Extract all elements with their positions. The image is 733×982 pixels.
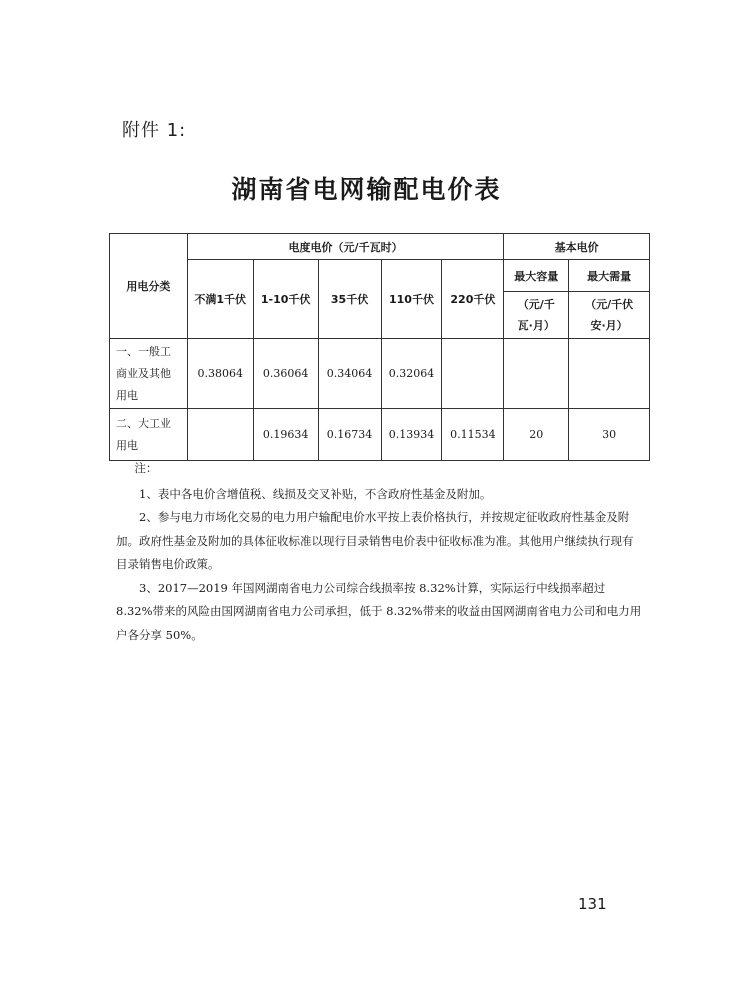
max-demand-header: 最大需量 (569, 260, 650, 292)
page-title: 湖南省电网输配电价表 (231, 175, 502, 204)
category-header: 用电分类 (110, 234, 188, 339)
price-cell: 0.13934 (381, 409, 442, 461)
page-number: 131 (578, 895, 607, 913)
table-row (110, 409, 650, 461)
price-cell (442, 339, 504, 409)
max-demand-unit: （元/千伏 安·月） (569, 292, 650, 339)
table-row (110, 339, 650, 409)
max-capacity-unit: （元/千 瓦·月） (504, 292, 569, 339)
voltage-level-header: 110千伏 (381, 260, 442, 339)
demand-cell (569, 339, 650, 409)
voltage-level-header: 35千伏 (318, 260, 381, 339)
notes-section (116, 457, 644, 647)
voltage-level-header: 220千伏 (442, 260, 504, 339)
category-cell: 二、大工业 用电 (110, 409, 188, 461)
price-cell: 0.11534 (442, 409, 504, 461)
note-item: 1、表中各电价含增值税、线损及交叉补贴，不含政府性基金及附加。 (139, 486, 492, 501)
price-cell: 0.38064 (187, 339, 253, 409)
price-cell (187, 409, 253, 461)
price-cell: 0.16734 (318, 409, 381, 461)
price-cell: 0.34064 (318, 339, 381, 409)
kwh-price-header: 电度电价（元/千瓦时） (187, 234, 504, 260)
price-cell: 0.19634 (253, 409, 318, 461)
demand-cell: 30 (569, 409, 650, 461)
max-capacity-header: 最大容量 (504, 260, 569, 292)
capacity-cell (504, 339, 569, 409)
voltage-level-header: 1-10千伏 (253, 260, 318, 339)
attachment-label: 附件 1: (122, 120, 187, 141)
basic-price-header: 基本电价 (504, 234, 650, 260)
note-item: 3、2017—2019 年国网湖南省电力公司综合线损率按 8.32%计算，实际运行中线损率超过 8.32%带来的风险由国网湖南省电力公司承担，低于 8.32%带来的收益由国网湖南省电力公司和电力用户各分享 50%。 (116, 580, 642, 642)
voltage-level-header: 不满1千伏 (187, 260, 253, 339)
price-cell: 0.36064 (253, 339, 318, 409)
price-cell: 0.32064 (381, 339, 442, 409)
capacity-cell: 20 (504, 409, 569, 461)
note-item: 2、参与电力市场化交易的电力用户输配电价水平按上表价格执行，并按规定征收政府性基金及附加。政府性基金及附加的具体征收标准以现行目录销售电价表中征收标准为准。其他用户继续执行现有目录销售电价政策。 (116, 510, 634, 571)
notes-label: 注： (134, 461, 158, 475)
tariff-table (109, 233, 650, 461)
category-cell: 一、一般工 商业及其他 用电 (110, 339, 188, 409)
